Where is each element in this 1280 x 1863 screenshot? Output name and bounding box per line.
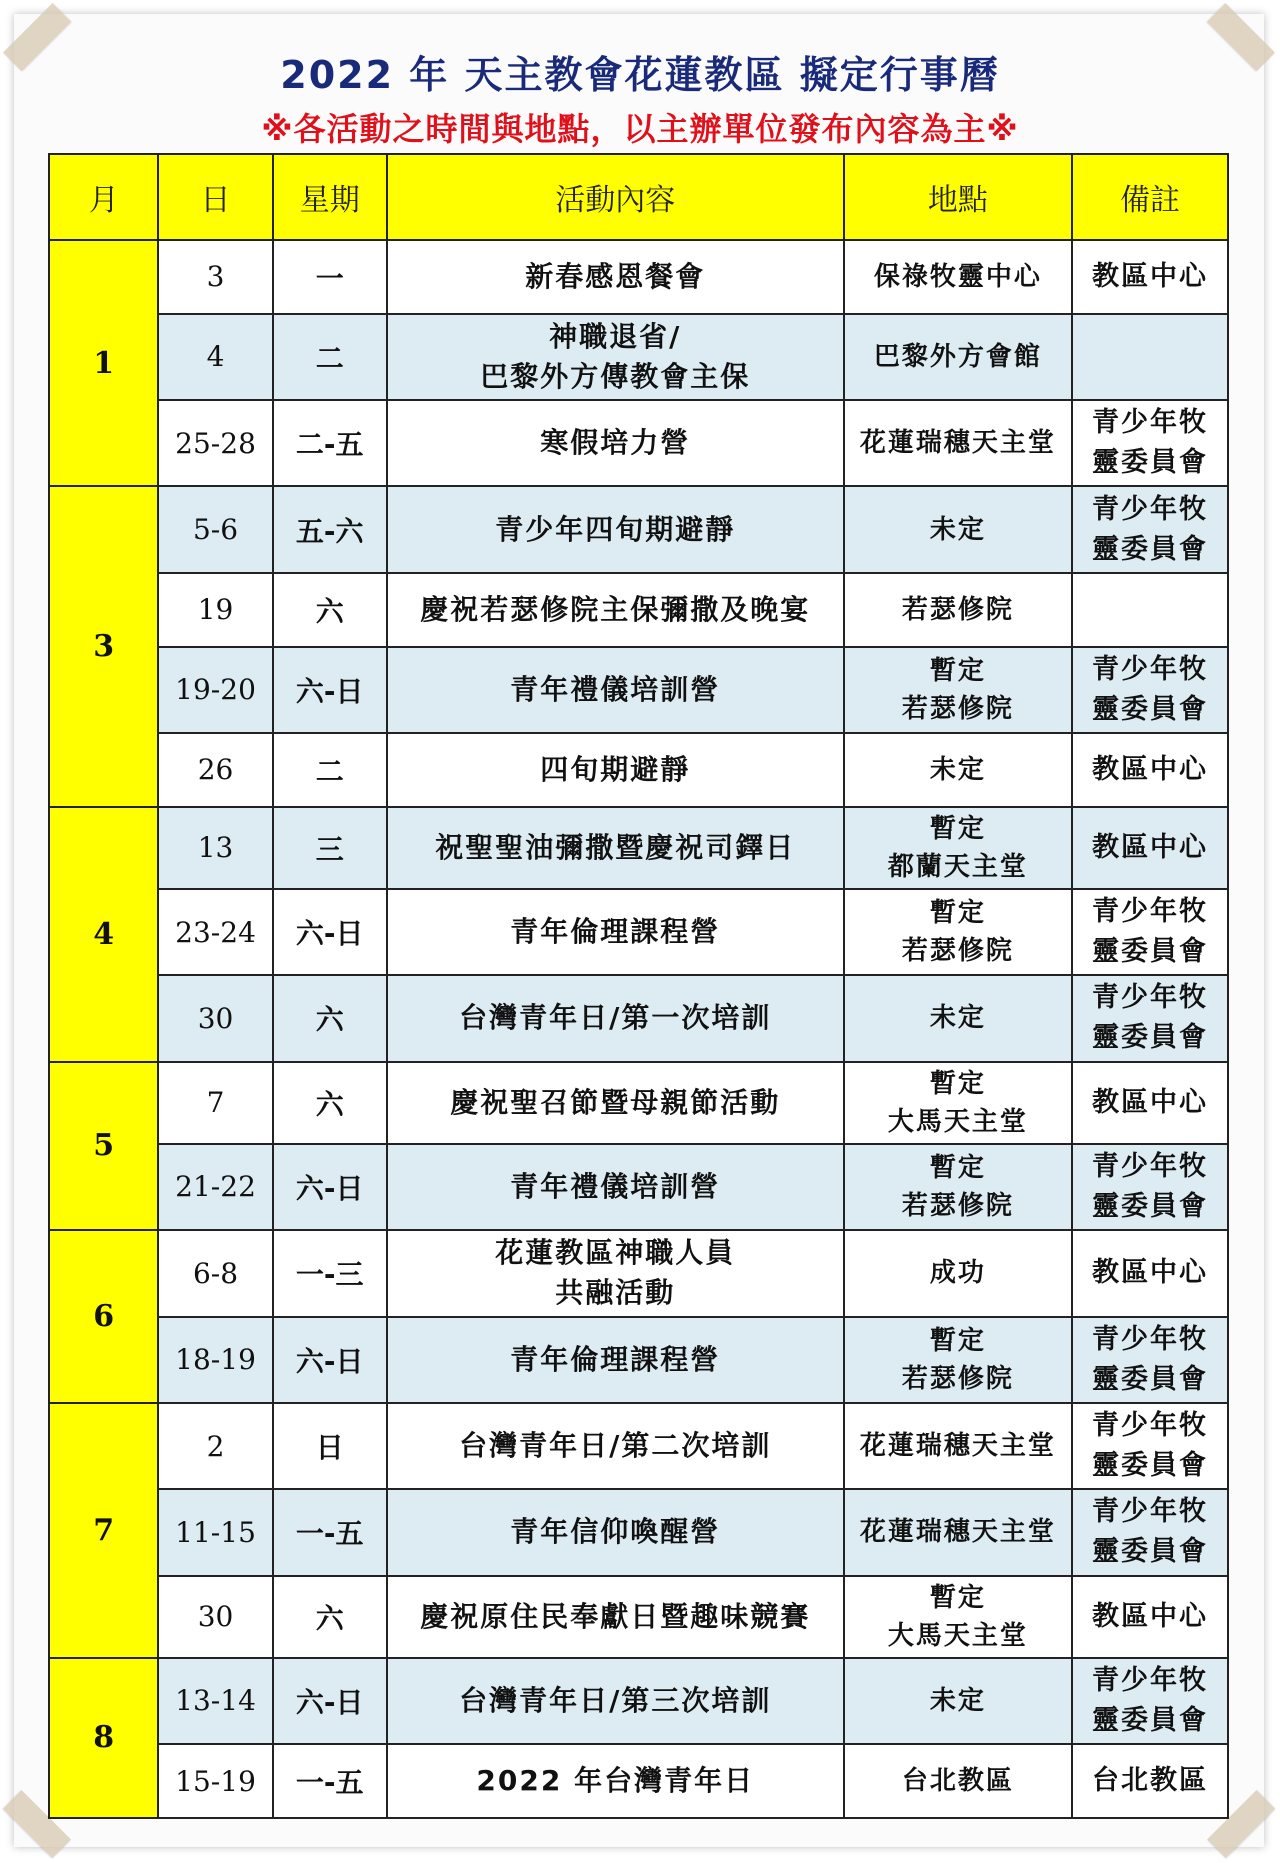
activity-cell: 2022 年台灣青年日 [387, 1744, 844, 1818]
location-cell: 花蓮瑞穗天主堂 [844, 400, 1072, 486]
weekday-cell: 五-六 [273, 486, 387, 572]
month-cell: 3 [49, 486, 158, 806]
location-cell: 保祿牧靈中心 [844, 240, 1072, 314]
column-header-note: 備註 [1072, 154, 1228, 240]
location-cell: 暫定 大馬天主堂 [844, 1062, 1072, 1144]
weekday-cell: 二 [273, 314, 387, 400]
weekday-cell: 六-日 [273, 889, 387, 975]
location-cell: 未定 [844, 733, 1072, 807]
table-row [49, 1658, 1228, 1744]
table-row [49, 1144, 1228, 1230]
location-cell: 未定 [844, 1658, 1072, 1744]
location-cell: 台北教區 [844, 1744, 1072, 1818]
table-row [49, 486, 1228, 572]
activity-cell: 寒假培力營 [387, 400, 844, 486]
weekday-cell: 一-五 [273, 1744, 387, 1818]
note-cell: 台北教區 [1072, 1744, 1228, 1818]
table-row [49, 1230, 1228, 1316]
day-cell: 15-19 [158, 1744, 272, 1818]
location-cell: 未定 [844, 486, 1072, 572]
activity-cell: 新春感恩餐會 [387, 240, 844, 314]
note-cell: 青少年牧 靈委員會 [1072, 486, 1228, 572]
day-cell: 21-22 [158, 1144, 272, 1230]
activity-cell: 慶祝若瑟修院主保彌撒及晚宴 [387, 573, 844, 647]
note-cell: 教區中心 [1072, 1576, 1228, 1658]
activity-cell: 四旬期避靜 [387, 733, 844, 807]
table-row [49, 1489, 1228, 1575]
table-row [49, 889, 1228, 975]
day-cell: 30 [158, 975, 272, 1061]
activity-cell: 青年禮儀培訓營 [387, 1144, 844, 1230]
activity-cell: 花蓮教區神職人員 共融活動 [387, 1230, 844, 1316]
activity-cell: 台灣青年日/第一次培訓 [387, 975, 844, 1061]
weekday-cell: 日 [273, 1403, 387, 1489]
column-header-weekday: 星期 [273, 154, 387, 240]
note-cell: 教區中心 [1072, 733, 1228, 807]
weekday-cell: 六 [273, 573, 387, 647]
location-cell: 暫定 若瑟修院 [844, 647, 1072, 733]
note-cell: 青少年牧 靈委員會 [1072, 1317, 1228, 1403]
activity-cell: 慶祝聖召節暨母親節活動 [387, 1062, 844, 1144]
day-cell: 6-8 [158, 1230, 272, 1316]
month-cell: 1 [49, 240, 158, 486]
location-cell: 暫定 若瑟修院 [844, 1317, 1072, 1403]
table-row [49, 1744, 1228, 1818]
note-cell [1072, 314, 1228, 400]
day-cell: 18-19 [158, 1317, 272, 1403]
weekday-cell: 三 [273, 807, 387, 889]
note-cell: 青少年牧 靈委員會 [1072, 1144, 1228, 1230]
table-row [49, 1062, 1228, 1144]
activity-cell: 青年倫理課程營 [387, 889, 844, 975]
day-cell: 7 [158, 1062, 272, 1144]
note-cell: 青少年牧 靈委員會 [1072, 647, 1228, 733]
day-cell: 2 [158, 1403, 272, 1489]
weekday-cell: 六-日 [273, 1144, 387, 1230]
activity-cell: 祝聖聖油彌撒暨慶祝司鐸日 [387, 807, 844, 889]
table-row [49, 975, 1228, 1061]
weekday-cell: 六-日 [273, 1658, 387, 1744]
month-cell: 6 [49, 1230, 158, 1403]
month-cell: 7 [49, 1403, 158, 1658]
note-cell: 教區中心 [1072, 807, 1228, 889]
month-cell: 5 [49, 1062, 158, 1231]
schedule-table [48, 153, 1229, 1819]
note-cell: 青少年牧 靈委員會 [1072, 1658, 1228, 1744]
header-row [49, 154, 1228, 240]
activity-cell: 台灣青年日/第二次培訓 [387, 1403, 844, 1489]
day-cell: 5-6 [158, 486, 272, 572]
table-row [49, 400, 1228, 486]
day-cell: 13-14 [158, 1658, 272, 1744]
column-header-location: 地點 [844, 154, 1072, 240]
weekday-cell: 六-日 [273, 647, 387, 733]
column-header-activity: 活動內容 [387, 154, 844, 240]
page-subtitle: ※各活動之時間與地點，以主辦單位發布內容為主※ [261, 110, 1019, 148]
page-title: 2022 年 天主教會花蓮教區 擬定行事曆 [280, 53, 1000, 97]
table-row [49, 314, 1228, 400]
activity-cell: 台灣青年日/第三次培訓 [387, 1658, 844, 1744]
day-cell: 11-15 [158, 1489, 272, 1575]
activity-cell: 青年倫理課程營 [387, 1317, 844, 1403]
activity-cell: 青年禮儀培訓營 [387, 647, 844, 733]
location-cell: 暫定 若瑟修院 [844, 1144, 1072, 1230]
weekday-cell: 六-日 [273, 1317, 387, 1403]
column-header-month: 月 [49, 154, 158, 240]
location-cell: 未定 [844, 975, 1072, 1061]
schedule-body [49, 240, 1228, 1818]
note-cell: 青少年牧 靈委員會 [1072, 400, 1228, 486]
day-cell: 19 [158, 573, 272, 647]
note-cell: 教區中心 [1072, 1062, 1228, 1144]
month-cell: 4 [49, 807, 158, 1062]
location-cell: 若瑟修院 [844, 573, 1072, 647]
note-cell: 青少年牧 靈委員會 [1072, 1489, 1228, 1575]
activity-cell: 青少年四旬期避靜 [387, 486, 844, 572]
day-cell: 26 [158, 733, 272, 807]
note-cell [1072, 573, 1228, 647]
weekday-cell: 一-三 [273, 1230, 387, 1316]
location-cell: 成功 [844, 1230, 1072, 1316]
table-row [49, 807, 1228, 889]
day-cell: 19-20 [158, 647, 272, 733]
table-row [49, 1576, 1228, 1658]
activity-cell: 青年信仰喚醒營 [387, 1489, 844, 1575]
location-cell: 花蓮瑞穗天主堂 [844, 1489, 1072, 1575]
column-header-day: 日 [158, 154, 272, 240]
weekday-cell: 二-五 [273, 400, 387, 486]
location-cell: 暫定 大馬天主堂 [844, 1576, 1072, 1658]
table-row [49, 1403, 1228, 1489]
day-cell: 23-24 [158, 889, 272, 975]
day-cell: 13 [158, 807, 272, 889]
day-cell: 3 [158, 240, 272, 314]
table-row [49, 1317, 1228, 1403]
table-row [49, 733, 1228, 807]
weekday-cell: 六 [273, 1062, 387, 1144]
table-row [49, 240, 1228, 314]
table-row [49, 647, 1228, 733]
note-cell: 青少年牧 靈委員會 [1072, 889, 1228, 975]
activity-cell: 神職退省/ 巴黎外方傳教會主保 [387, 314, 844, 400]
table-row [49, 573, 1228, 647]
note-cell: 教區中心 [1072, 240, 1228, 314]
activity-cell: 慶祝原住民奉獻日暨趣味競賽 [387, 1576, 844, 1658]
day-cell: 30 [158, 1576, 272, 1658]
weekday-cell: 一-五 [273, 1489, 387, 1575]
location-cell: 花蓮瑞穗天主堂 [844, 1403, 1072, 1489]
weekday-cell: 六 [273, 1576, 387, 1658]
note-cell: 青少年牧 靈委員會 [1072, 1403, 1228, 1489]
note-cell: 教區中心 [1072, 1230, 1228, 1316]
month-cell: 8 [49, 1658, 158, 1818]
weekday-cell: 一 [273, 240, 387, 314]
location-cell: 巴黎外方會館 [844, 314, 1072, 400]
location-cell: 暫定 都蘭天主堂 [844, 807, 1072, 889]
weekday-cell: 六 [273, 975, 387, 1061]
weekday-cell: 二 [273, 733, 387, 807]
day-cell: 25-28 [158, 400, 272, 486]
day-cell: 4 [158, 314, 272, 400]
note-cell: 青少年牧 靈委員會 [1072, 975, 1228, 1061]
location-cell: 暫定 若瑟修院 [844, 889, 1072, 975]
